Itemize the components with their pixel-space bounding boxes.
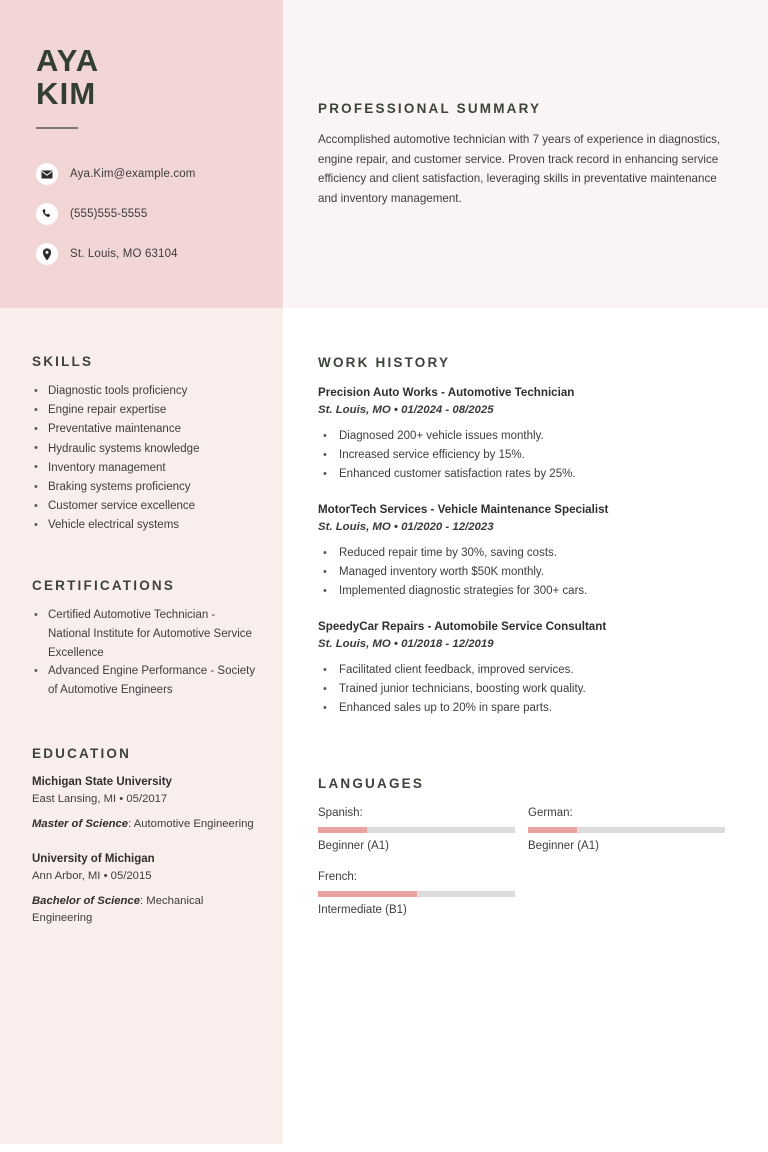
job-bullets <box>318 661 730 718</box>
job-heading: SpeedyCar Repairs - Automobile Service Consultant <box>318 620 607 633</box>
certifications-title: CERTIFICATIONS <box>32 578 176 593</box>
list-item: • Reduced repair time by 30%, saving costs. <box>318 544 730 563</box>
list-item: • Facilitated client feedback, improved services. <box>318 661 730 680</box>
language-item-spanish <box>318 805 518 855</box>
language-name: Spanish: <box>318 807 363 819</box>
skills-list <box>32 382 254 536</box>
list-item: • Engine repair expertise <box>32 401 254 420</box>
sidebar <box>0 0 283 1152</box>
phone-icon <box>36 203 58 225</box>
language-progress-fill <box>318 827 367 833</box>
list-item: • Diagnosed 200+ vehicle issues monthly. <box>318 427 730 446</box>
list-item: • Vehicle electrical systems <box>32 516 254 535</box>
job-entry <box>318 501 730 601</box>
education-degree <box>32 816 254 834</box>
list-item: • Enhanced sales up to 20% in spare parts. <box>318 699 730 718</box>
location-text: St. Louis, MO 63104 <box>70 248 178 260</box>
list-item: • Trained junior technicians, boosting work quality. <box>318 680 730 699</box>
language-progress-track <box>528 827 725 833</box>
education-degree <box>32 893 254 928</box>
summary-text: Accomplished automotive technician with 7 years of experience in diagnostics, engine repair, and customer service. Proven track record in enhancing service efficiency and client satisfaction, leveraging skills in preventative maintenance and inventory management. <box>318 133 721 205</box>
work-history-title: WORK HISTORY <box>318 355 451 370</box>
education-entry <box>32 774 254 834</box>
summary-title: PROFESSIONAL SUMMARY <box>318 101 542 116</box>
education-degree-label: Master of Science <box>32 818 129 830</box>
job-meta: St. Louis, MO • 01/2020 - 12/2023 <box>318 521 494 533</box>
language-name: German: <box>528 807 573 819</box>
name-block <box>36 44 266 129</box>
education-school: University of Michigan <box>32 852 155 865</box>
job-heading: Precision Auto Works - Automotive Technician <box>318 386 575 399</box>
section-professional-summary <box>318 101 730 208</box>
list-item: • Implemented diagnostic strategies for 300+ cars. <box>318 582 730 601</box>
language-progress-fill <box>318 891 417 897</box>
education-degree-field: : Automotive Engineering <box>128 818 254 830</box>
education-meta: Ann Arbor, MI • 05/2015 <box>32 869 152 882</box>
last-name: KIM <box>36 76 97 111</box>
list-item: • Certified Automotive Technician - National Institute for Automotive Service Excellence <box>32 606 258 662</box>
section-education <box>32 746 254 945</box>
languages-grid <box>318 805 730 933</box>
skills-title: SKILLS <box>32 354 94 369</box>
language-item-german <box>528 805 728 855</box>
name-divider <box>36 127 78 129</box>
language-level: Intermediate (B1) <box>318 904 407 916</box>
section-certifications <box>32 578 258 700</box>
language-progress-track <box>318 827 515 833</box>
education-meta: East Lansing, MI • 05/2017 <box>32 793 168 805</box>
language-item-french <box>318 869 518 919</box>
language-level: Beginner (A1) <box>318 840 389 852</box>
certifications-list <box>32 606 258 700</box>
contact-item-email[interactable] <box>36 160 276 188</box>
job-entry <box>318 384 730 484</box>
list-item: • Enhanced customer satisfaction rates by 25%. <box>318 465 730 484</box>
job-meta: St. Louis, MO • 01/2018 - 12/2019 <box>318 638 494 650</box>
list-item: • Inventory management <box>32 459 254 478</box>
section-skills <box>32 354 254 536</box>
language-progress-track <box>318 891 515 897</box>
list-item: • Diagnostic tools proficiency <box>32 382 254 401</box>
job-bullets <box>318 427 730 484</box>
contact-list <box>36 160 276 280</box>
list-item: • Increased service efficiency by 15%. <box>318 446 730 465</box>
job-meta: St. Louis, MO • 01/2024 - 08/2025 <box>318 404 494 416</box>
phone-text: (555)555-5555 <box>70 208 148 220</box>
section-languages <box>318 776 730 933</box>
job-entry <box>318 618 730 718</box>
list-item: • Preventative maintenance <box>32 420 254 439</box>
language-name: French: <box>318 871 357 883</box>
list-item: • Braking systems proficiency <box>32 478 254 497</box>
education-degree-label: Bachelor of Science <box>32 894 140 907</box>
first-name: AYA <box>36 43 100 78</box>
education-degree-field: : Mechanical Engineering <box>32 894 204 924</box>
envelope-icon <box>36 163 58 185</box>
list-item: • Advanced Engine Performance - Society of Automotive Engineers <box>32 662 258 700</box>
list-item: • Managed inventory worth $50K monthly. <box>318 563 730 582</box>
job-heading: MotorTech Services - Vehicle Maintenance Specialist <box>318 503 609 516</box>
contact-item-phone[interactable] <box>36 200 276 228</box>
contact-item-location[interactable] <box>36 240 276 268</box>
language-progress-fill <box>528 827 577 833</box>
languages-title: LANGUAGES <box>318 776 425 791</box>
email-text: Aya.Kim@example.com <box>70 168 196 180</box>
list-item: • Hydraulic systems knowledge <box>32 440 254 459</box>
job-bullets <box>318 544 730 601</box>
language-level: Beginner (A1) <box>528 840 599 852</box>
section-work-history <box>318 355 730 735</box>
list-item: • Customer service excellence <box>32 497 254 516</box>
education-entry <box>32 851 254 928</box>
education-title: EDUCATION <box>32 746 132 761</box>
location-pin-icon <box>36 243 58 265</box>
education-school: Michigan State University <box>32 776 172 788</box>
